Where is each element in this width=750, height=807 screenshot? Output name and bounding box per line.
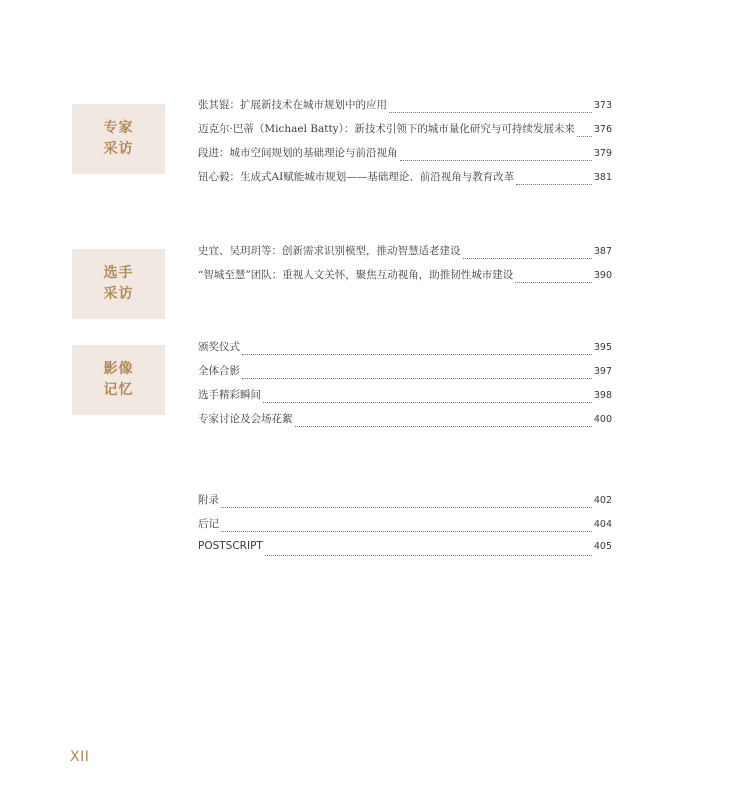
section-label-line: 记忆 [103, 382, 134, 398]
toc-entry[interactable] [198, 492, 612, 516]
toc-entry-title: 附录 [198, 494, 219, 506]
toc-entry-title: 钮心毅：生成式AI赋能城市规划——基础理论、前沿视角与教育改革 [198, 171, 515, 183]
dot-leader [516, 175, 592, 185]
toc-entry-title: 颁奖仪式 [198, 341, 240, 353]
toc-entry-title: 史宜、吴玥玥等：创新需求识别模型，推动智慧适老建设 [198, 245, 461, 257]
dot-leader [295, 417, 592, 427]
toc-entry-page: 395 [593, 342, 612, 353]
section-label-line: 采访 [103, 286, 134, 302]
section-label-line: 专家 [103, 120, 134, 136]
toc-entry[interactable] [198, 411, 612, 435]
toc-entry[interactable] [198, 121, 612, 145]
toc-entry-page: 405 [593, 541, 612, 552]
toc-entry-page: 400 [593, 414, 612, 425]
toc-entry-title: 全体合影 [198, 365, 240, 377]
toc-entry[interactable] [198, 97, 612, 121]
toc-entry[interactable] [198, 169, 612, 193]
toc-entry-page: 402 [593, 495, 612, 506]
section-label-line: 选手 [103, 265, 134, 281]
toc-entry[interactable] [198, 516, 612, 540]
toc-entry-page: 379 [593, 148, 612, 159]
toc-entry-title: 选手精彩瞬间 [198, 389, 261, 401]
dot-leader [515, 273, 592, 283]
toc-entry-title: 张其锟：扩展新技术在城市规划中的应用 [198, 99, 387, 111]
dot-leader [221, 498, 592, 508]
toc-entry[interactable] [198, 540, 612, 564]
toc-group-expert-interviews [198, 97, 612, 193]
dot-leader [577, 127, 592, 137]
toc-entry-page: 373 [593, 100, 612, 111]
dot-leader [389, 103, 592, 113]
toc-entry-page: 390 [593, 270, 612, 281]
toc-group-contestant-interviews [198, 243, 612, 291]
toc-entry-title: POSTSCRIPT [198, 540, 263, 552]
toc-entry[interactable] [198, 339, 612, 363]
toc-entry-page: 397 [593, 366, 612, 377]
section-label-line: 采访 [103, 141, 134, 157]
toc-entry[interactable] [198, 267, 612, 291]
toc-entry[interactable] [198, 243, 612, 267]
dot-leader [221, 522, 592, 532]
toc-entry[interactable] [198, 145, 612, 169]
section-label-image-memories [72, 345, 165, 415]
toc-entry-page: 387 [593, 246, 612, 257]
dot-leader [263, 393, 592, 403]
dot-leader [400, 151, 592, 161]
dot-leader [265, 546, 592, 556]
toc-entry-title: 专家讨论及会场花絮 [198, 413, 293, 425]
toc-entry-title: 后记 [198, 518, 219, 530]
toc-entry-page: 404 [593, 519, 612, 530]
toc-entry[interactable] [198, 387, 612, 411]
toc-entry-title: 段进：城市空间规划的基础理论与前沿视角 [198, 147, 398, 159]
toc-entry-page: 398 [593, 390, 612, 401]
section-label-expert-interviews [72, 104, 165, 174]
dot-leader [242, 369, 592, 379]
toc-entry-page: 376 [593, 124, 612, 135]
toc-entry-page: 381 [593, 172, 612, 183]
dot-leader [463, 249, 592, 259]
toc-entry[interactable] [198, 363, 612, 387]
toc-entry-title: “智城至慧”团队：重视人文关怀，聚焦互动视角，助推韧性城市建设 [198, 269, 514, 281]
toc-entry-title: 迈克尔·巴蒂（Michael Batty）：新技术引领下的城市量化研究与可持续发展未来 [198, 123, 575, 135]
section-label-line: 影像 [103, 361, 134, 377]
toc-group-image-memories [198, 339, 612, 435]
section-label-contestant-interviews [72, 249, 165, 319]
toc-group-appendix [198, 492, 612, 564]
dot-leader [242, 345, 592, 355]
page-number: XII [70, 749, 90, 765]
